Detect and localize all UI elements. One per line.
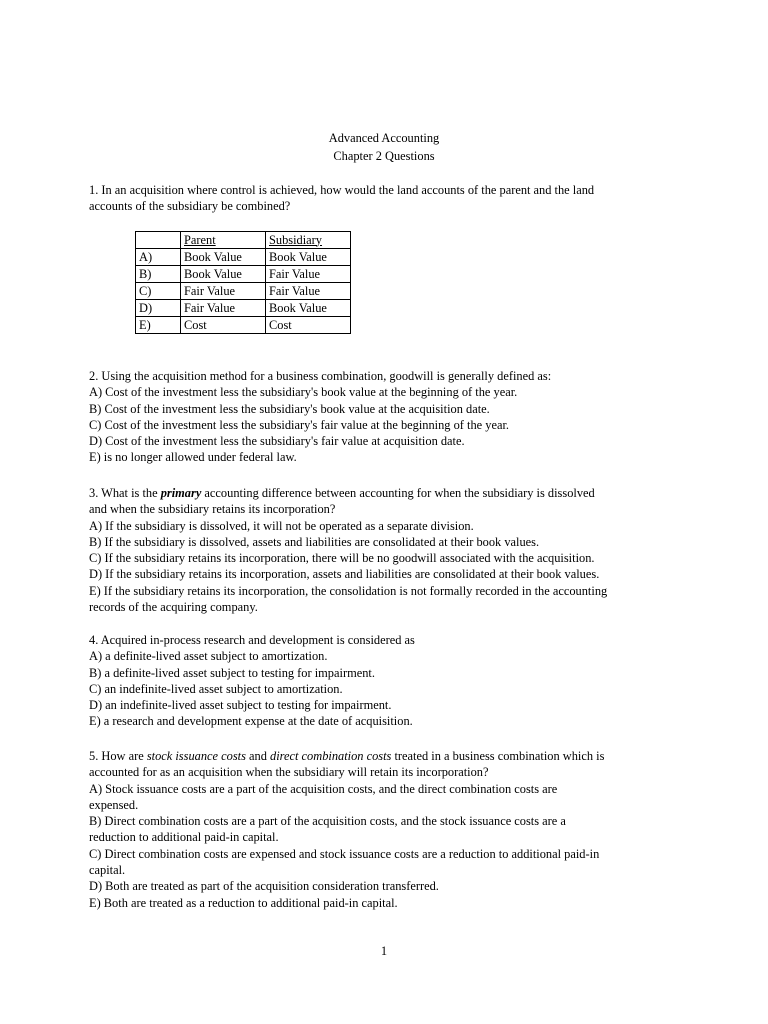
question-1-answer-table bbox=[135, 231, 351, 334]
answer-option: E) If the subsidiary retains its incorporation, the consolidation is not formally recorded in the accounting bbox=[89, 583, 608, 598]
question-1-stem-line: 1. In an acquisition where control is achieved, how would the land accounts of the parent and the land bbox=[89, 183, 595, 197]
table-header-row bbox=[136, 232, 351, 249]
table-row bbox=[136, 249, 351, 266]
question-3-stem-line: and when the subsidiary retains its incorporation? bbox=[89, 502, 336, 517]
question-4 bbox=[89, 632, 689, 730]
question-5-stem-line: accounted for as an acquisition when the subsidiary will retain its incorporation? bbox=[89, 765, 489, 780]
table-cell: Book Value bbox=[181, 266, 266, 283]
emphasis-primary: primary bbox=[160, 486, 202, 500]
table-row bbox=[136, 317, 351, 334]
answer-option: B) If the subsidiary is dissolved, assets and liabilities are consolidated at their book values. bbox=[89, 534, 540, 549]
answer-option: B) a definite-lived asset subject to testing for impairment. bbox=[89, 665, 375, 680]
table-header-cell: Subsidiary bbox=[266, 232, 351, 249]
answer-option-continuation: reduction to additional paid-in capital. bbox=[89, 830, 279, 845]
answer-option: A) Stock issuance costs are a part of the acquisition costs, and the direct combination costs are bbox=[89, 781, 558, 796]
table-cell: Fair Value bbox=[181, 283, 266, 300]
emphasis-stock-issuance-costs: stock issuance costs bbox=[146, 749, 246, 763]
document-title: Advanced Accounting bbox=[328, 131, 440, 145]
table-header-cell: Parent bbox=[181, 232, 266, 249]
table-cell: C) bbox=[136, 283, 181, 300]
answer-option: C) an indefinite-lived asset subject to amortization. bbox=[89, 681, 343, 696]
page-number: 1 bbox=[380, 944, 388, 958]
question-1 bbox=[89, 182, 689, 215]
document-subtitle: Chapter 2 Questions bbox=[333, 149, 435, 163]
table-cell: Book Value bbox=[266, 249, 351, 266]
table-cell: A) bbox=[136, 249, 181, 266]
answer-option: A) Cost of the investment less the subsidiary's book value at the beginning of the year. bbox=[89, 385, 518, 400]
answer-option: B) Cost of the investment less the subsidiary's book value at the acquisition date. bbox=[89, 401, 490, 416]
answer-option: D) If the subsidiary retains its incorporation, assets and liabilities are consolidated at their book values. bbox=[89, 567, 600, 582]
question-5 bbox=[89, 748, 689, 911]
table-cell: Cost bbox=[266, 317, 351, 334]
table-cell: Book Value bbox=[181, 249, 266, 266]
table-cell: E) bbox=[136, 317, 181, 334]
answer-option: E) Both are treated as a reduction to additional paid-in capital. bbox=[89, 895, 398, 910]
question-1-stem-line: accounts of the subsidiary be combined? bbox=[89, 199, 291, 214]
answer-option: E) a research and development expense at the date of acquisition. bbox=[89, 714, 413, 729]
answer-option-continuation: records of the acquiring company. bbox=[89, 600, 258, 615]
question-4-stem: 4. Acquired in-process research and development is considered as bbox=[89, 633, 415, 647]
question-2-stem: 2. Using the acquisition method for a business combination, goodwill is generally defined as: bbox=[89, 369, 552, 383]
table-cell: Fair Value bbox=[181, 300, 266, 317]
answer-option: C) If the subsidiary retains its incorporation, there will be no goodwill associated with the acquisition. bbox=[89, 551, 595, 566]
table-cell: D) bbox=[136, 300, 181, 317]
question-5-stem-line: 5. How are stock issuance costs and direct combination costs treated in a business combination which is bbox=[89, 749, 605, 763]
answer-option: E) is no longer allowed under federal law. bbox=[89, 450, 297, 465]
answer-option-continuation: expensed. bbox=[89, 797, 139, 812]
answer-option: A) a definite-lived asset subject to amortization. bbox=[89, 649, 328, 664]
table-row bbox=[136, 266, 351, 283]
table-cell: Fair Value bbox=[266, 283, 351, 300]
table-cell: B) bbox=[136, 266, 181, 283]
table-header-cell bbox=[136, 232, 181, 249]
emphasis-direct-combination-costs: direct combination costs bbox=[270, 749, 392, 763]
answer-option: B) Direct combination costs are a part of the acquisition costs, and the stock issuance costs are a bbox=[89, 814, 566, 829]
answer-option: D) an indefinite-lived asset subject to testing for impairment. bbox=[89, 698, 392, 713]
answer-option: C) Cost of the investment less the subsidiary's fair value at the beginning of the year. bbox=[89, 417, 509, 432]
table-cell: Book Value bbox=[266, 300, 351, 317]
table-row bbox=[136, 300, 351, 317]
table-cell: Fair Value bbox=[266, 266, 351, 283]
table-cell: Cost bbox=[181, 317, 266, 334]
answer-option-continuation: capital. bbox=[89, 863, 126, 878]
question-3 bbox=[89, 485, 689, 615]
answer-option: A) If the subsidiary is dissolved, it will not be operated as a separate division. bbox=[89, 518, 474, 533]
question-3-stem-line: 3. What is the primary accounting difference between accounting for when the subsidiary is dissolved bbox=[89, 486, 595, 500]
answer-option: D) Both are treated as part of the acquisition consideration transferred. bbox=[89, 879, 439, 894]
answer-option: D) Cost of the investment less the subsidiary's fair value at acquisition date. bbox=[89, 434, 465, 449]
answer-option: C) Direct combination costs are expensed and stock issuance costs are a reduction to additional paid-in bbox=[89, 846, 600, 861]
table-row bbox=[136, 283, 351, 300]
question-2 bbox=[89, 368, 689, 466]
